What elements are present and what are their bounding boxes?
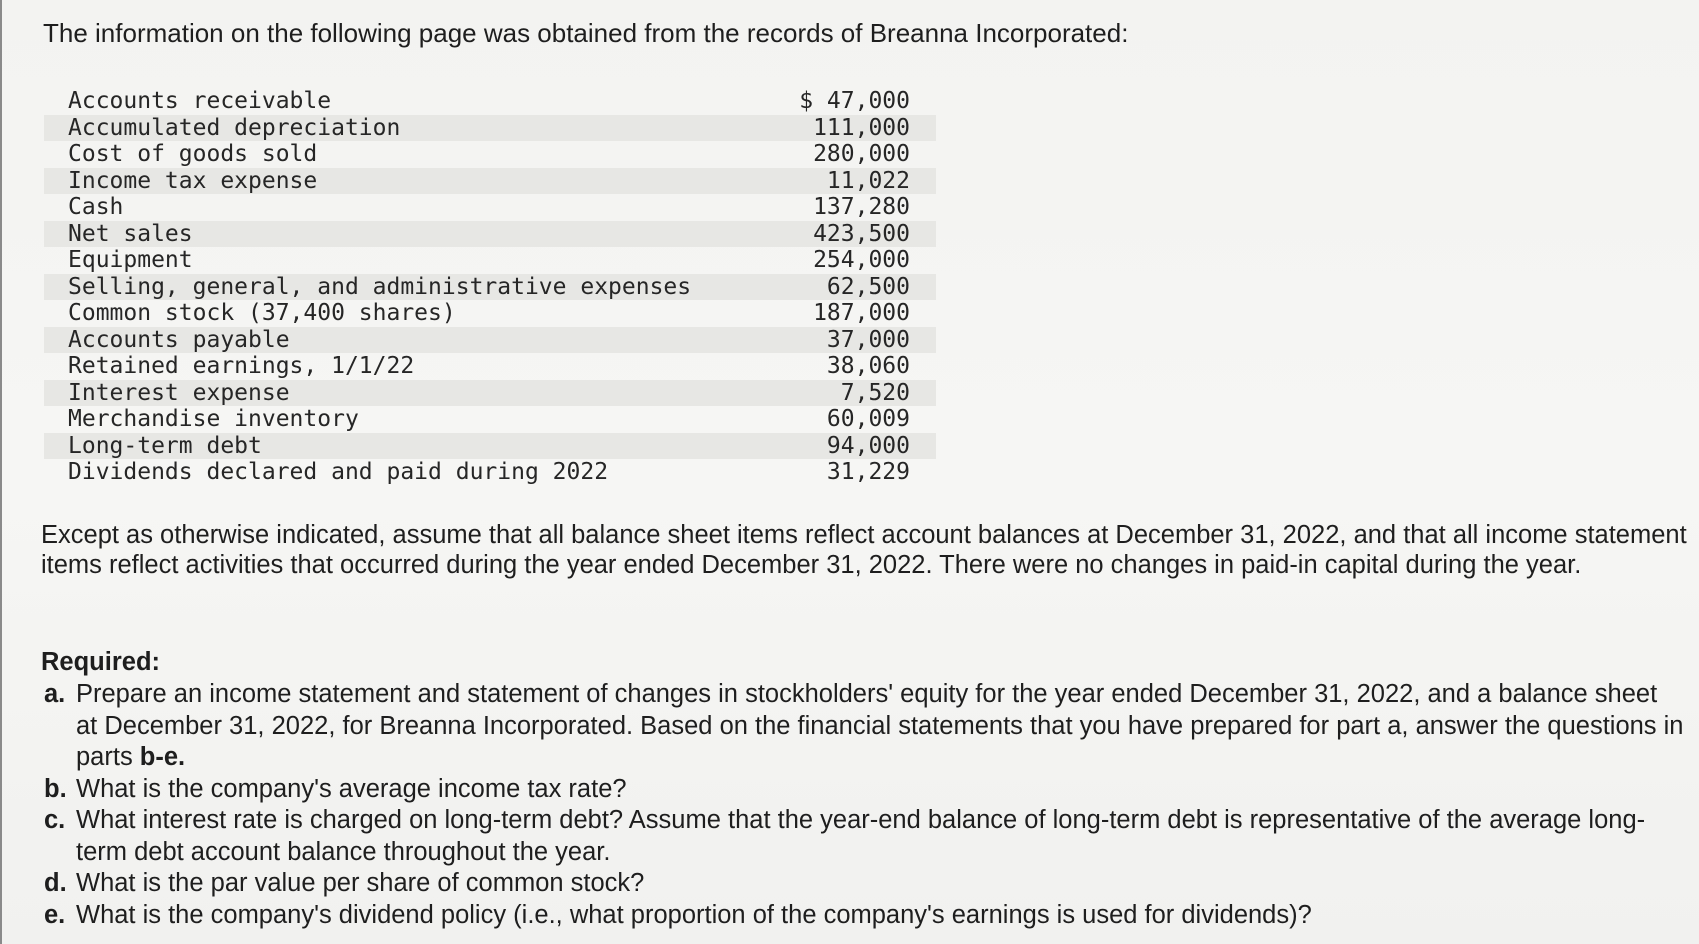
requirement-marker: a.: [44, 680, 66, 708]
account-amount: 62,500: [826, 273, 910, 300]
account-amount: 94,000: [826, 432, 910, 459]
account-amount: 254,000: [813, 247, 910, 273]
account-amount: 37,000: [826, 326, 910, 353]
account-balances-table: [44, 88, 936, 486]
account-row: [44, 406, 936, 433]
account-label: Dividends declared and paid during 2022: [68, 459, 609, 485]
requirement-text: What is the par value per share of common stock?: [76, 869, 645, 897]
account-label: Income tax expense: [68, 167, 318, 194]
requirement-marker: d.: [44, 869, 67, 897]
account-amount: $ 47,000: [799, 88, 910, 114]
account-amount: 31,229: [826, 459, 910, 485]
requirement-item-d: [44, 868, 1684, 900]
account-row: [44, 327, 936, 354]
account-row: [44, 141, 936, 168]
account-row: [44, 433, 936, 460]
account-amount: 60,009: [826, 406, 910, 432]
account-label: Net sales: [68, 220, 193, 247]
account-row: [44, 168, 936, 195]
required-heading: Required:: [41, 648, 161, 676]
account-row: [44, 247, 936, 274]
account-label: Accounts receivable: [68, 88, 332, 114]
account-row: [44, 380, 936, 407]
account-amount: 187,000: [813, 300, 910, 326]
requirement-item-c: [44, 805, 1684, 868]
account-label: Retained earnings, 1/1/22: [68, 353, 415, 379]
account-row: [44, 353, 936, 380]
account-amount: 38,060: [826, 353, 910, 379]
requirement-text: What is the company's dividend policy (i.e., what proportion of the company's earnings is used for dividends)?: [76, 900, 1312, 929]
requirement-text: Prepare an income statement and statement of changes in stockholders' equity for the year ended December 31, 2022, and a balance sheet at December 31, 2022, for Breanna Incorporated. Based on the financial statements that you have prepared for part a, answer the questions in parts: [76, 680, 1684, 771]
intro-text: The information on the following page was obtained from the records of Breanna Incorporated:: [43, 18, 1129, 48]
account-amount: 11,022: [826, 167, 910, 194]
requirement-marker: c.: [44, 806, 66, 834]
account-label: Common stock (37,400 shares): [68, 300, 456, 326]
account-label: Cost of goods sold: [68, 141, 318, 167]
account-row: [44, 88, 936, 115]
account-amount: 111,000: [813, 114, 910, 141]
account-amount: 423,500: [813, 220, 910, 247]
account-label: Interest expense: [68, 379, 290, 406]
requirement-item-e: [44, 900, 1684, 932]
account-label: Equipment: [68, 247, 193, 273]
requirements-list: [44, 679, 1684, 931]
requirement-text: What is the company's average income tax rate?: [76, 774, 627, 803]
requirement-parts-ref: b-e.: [139, 743, 186, 771]
account-row: [44, 194, 936, 221]
account-label: Merchandise inventory: [68, 406, 359, 432]
requirement-marker: b.: [44, 774, 67, 803]
account-row: [44, 274, 936, 301]
requirement-text: What interest rate is charged on long-term debt? Assume that the year-end balance of long-term debt is representative of the average long-term debt account balance throughout the year.: [76, 806, 1646, 866]
account-amount: 280,000: [813, 141, 910, 167]
account-label: Accounts payable: [68, 326, 290, 353]
requirement-item-b: [44, 774, 1684, 806]
account-label: Selling, general, and administrative expenses: [68, 273, 692, 300]
account-row: [44, 300, 936, 327]
account-row: [44, 115, 936, 142]
requirement-marker: e.: [44, 900, 66, 929]
account-amount: 7,520: [840, 379, 910, 406]
account-label: Long-term debt: [68, 432, 262, 459]
account-label: Cash: [68, 194, 124, 220]
page-edge: [0, 0, 2, 944]
account-row: [44, 459, 936, 486]
account-amount: 137,280: [813, 194, 910, 220]
requirement-item-a: [44, 679, 1684, 774]
account-label: Accumulated depreciation: [68, 114, 401, 141]
account-row: [44, 221, 936, 248]
assumptions-note: Except as otherwise indicated, assume that all balance sheet items reflect account balances at December 31, 2022, and that all income statement items reflect activities that occurred during the year ended December 31, 2022. There were no changes in paid-in capital during the year.: [41, 521, 1687, 579]
